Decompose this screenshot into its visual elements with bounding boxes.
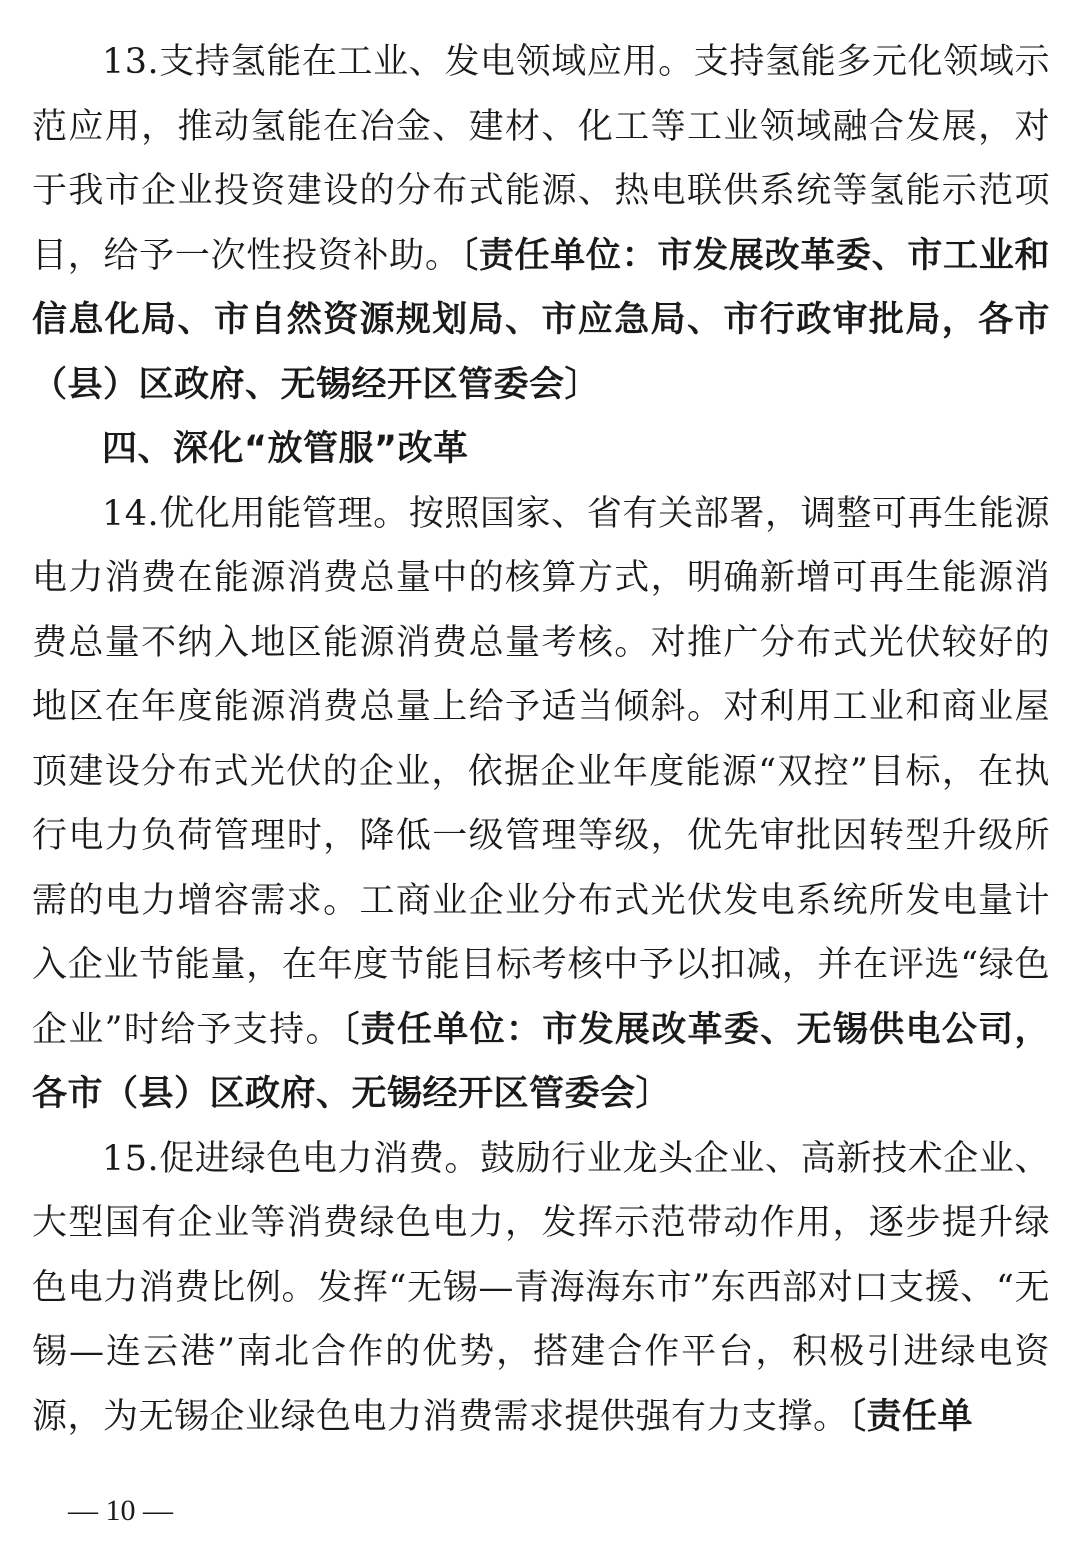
page-number: — 10 —: [68, 1494, 173, 1527]
item-15-text: 15.促进绿色电力消费。鼓励行业龙头企业、高新技术企业、大型国有企业等消费绿色电力，发挥示范带动作用，逐步提升绿色电力消费比例。发挥“无锡—青海海东市”东西部对口支援、“无锡—连云港”南北合作的优势，搭建合作平台，积极引进绿电资源，为无锡企业绿色电力消费需求提供强有力支撑。: [32, 1138, 1050, 1437]
document-page: [32, 30, 1050, 1449]
item-13-text: 13.支持氢能在工业、发电领域应用。支持氢能多元化领域示范应用，推动氢能在冶金、建材、化工等工业领域融合发展，对于我市企业投资建设的分布式能源、热电联供系统等氢能示范项目，给予一次性投资补助。: [32, 42, 1050, 276]
paragraph-item-14: [32, 482, 1050, 1127]
item-14-responsibility: 〔责任单位：市发展改革委、无锡供电公司，各市（县）区政府、无锡经开区管委会〕: [32, 1008, 1050, 1114]
paragraph-item-13: [32, 30, 1050, 417]
section-heading-4: 四、深化“放管服”改革: [102, 429, 469, 469]
item-13-responsibility: 〔责任单位：市发展改革委、市工业和信息化局、市自然资源规划局、市应急局、市行政审批局，各市（县）区政府、无锡经开区管委会〕: [32, 234, 1050, 405]
paragraph-item-15: [32, 1127, 1050, 1450]
item-14-text: 14.优化用能管理。按照国家、省有关部署，调整可再生能源电力消费在能源消费总量中的核算方式，明确新增可再生能源消费总量不纳入地区能源消费总量考核。对推广分布式光伏较好的地区在年度能源消费总量上给予适当倾斜。对利用工业和商业屋顶建设分布式光伏的企业，依据企业年度能源“双控”目标，在执行电力负荷管理时，降低一级管理等级，优先审批因转型升级所需的电力增容需求。工商业企业分布式光伏发电系统所发电量计入企业节能量，在年度节能目标考核中予以扣减，并在评选“绿色企业”时给予支持。: [32, 493, 1050, 1050]
item-15-responsibility: 〔责任单: [848, 1395, 974, 1437]
